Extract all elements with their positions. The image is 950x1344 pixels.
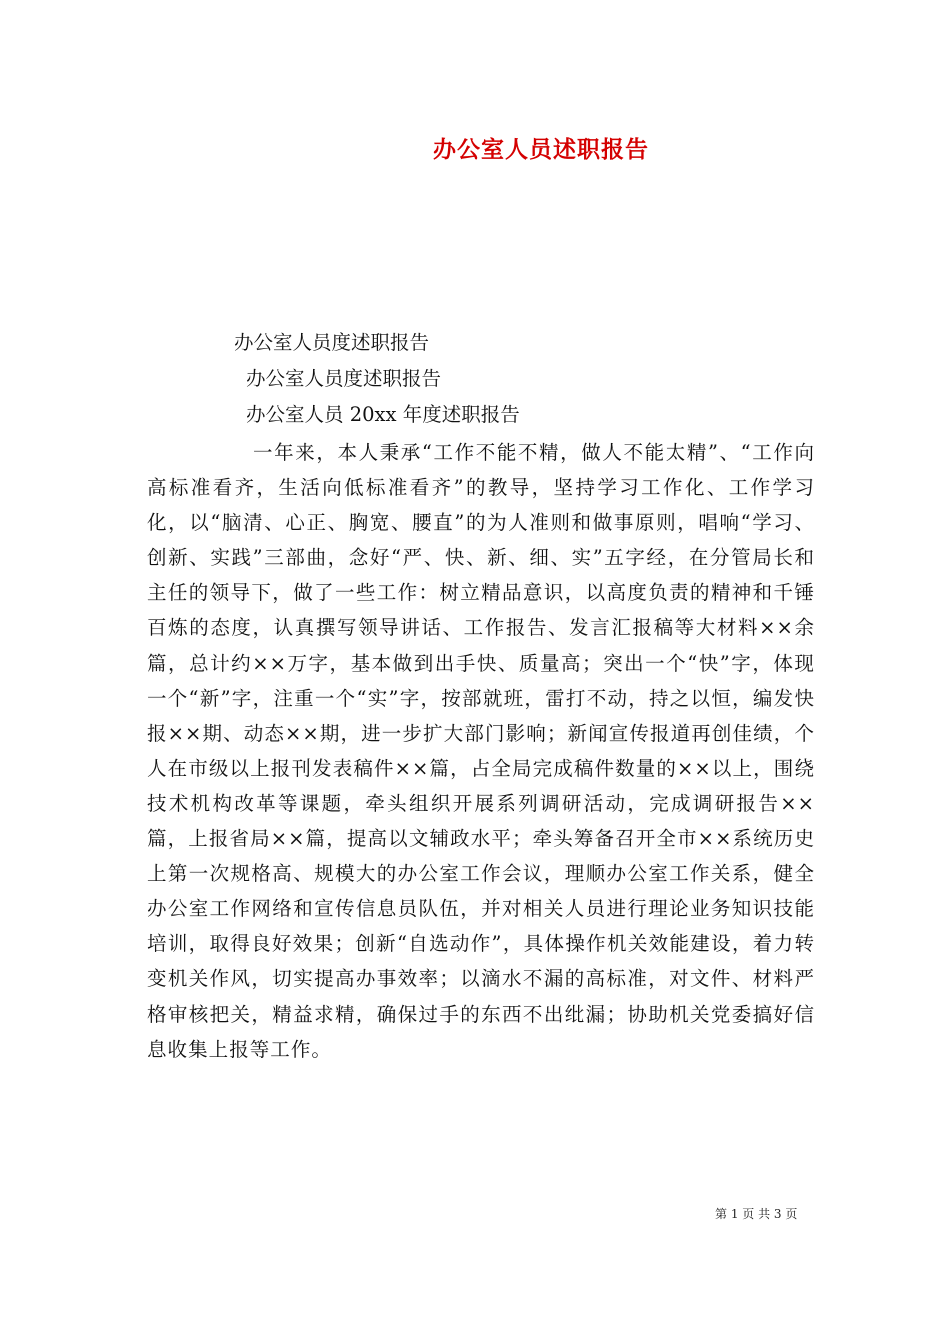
page-number: 第 1 页 共 3 页 [715,1207,798,1221]
body-paragraph: 一年来，本人秉承“工作不能不精，做人不能太精”、“工作向高标准看齐，生活向低标准看齐”的教导，坚持学习工作化、工作学习化，以“脑清、心正、胸宽、腰直”的为人准则和做事原则，唱响“学习、创新、实践”三部曲，念好“严、快、新、细、实”五字经，在分管局长和主任的领导下，做了一些工作：树立精品意识，以高度负责的精神和千锤百炼的态度，认真撰写领导讲话、工作报告、发言汇报稿等大材料××余篇，总计约××万字，基本做到出手快、质量高；突出一个“快”字，体现一个“新”字，注重一个“实”字，按部就班，雷打不动，持之以恒，编发快报××期、动态××期，进一步扩大部门影响；新闻宣传报道再创佳绩，个人在市级以上报刊发表稿件××篇，占全局完成稿件数量的××以上，围绕技术机构改革等课题，牵头组织开展系列调研活动，完成调研报告××篇，上报省局××篇，提高以文辅政水平；牵头筹备召开全市××系统历史上第一次规格高、规模大的办公室工作会议，理顺办公室工作关系，健全办公室工作网络和宣传信息员队伍，并对相关人员进行理论业务知识技能培训，取得良好效果；创新“自选动作”，具体操作机关效能建设，着力转变机关作风，切实提高办事效率；以滴水不漏的高标准，对文件、材料严格审核把关，精益求精，确保过手的东西不出纰漏；协助机关党委搞好信息收集上报等工作。 [147,441,815,1061]
document-title: 办公室人员述职报告 [433,136,649,163]
subheading: 办公室人员度述职报告 [246,367,442,390]
subheading: 办公室人员 20xx 年度述职报告 [246,403,520,426]
subheading: 办公室人员度述职报告 [234,331,430,354]
